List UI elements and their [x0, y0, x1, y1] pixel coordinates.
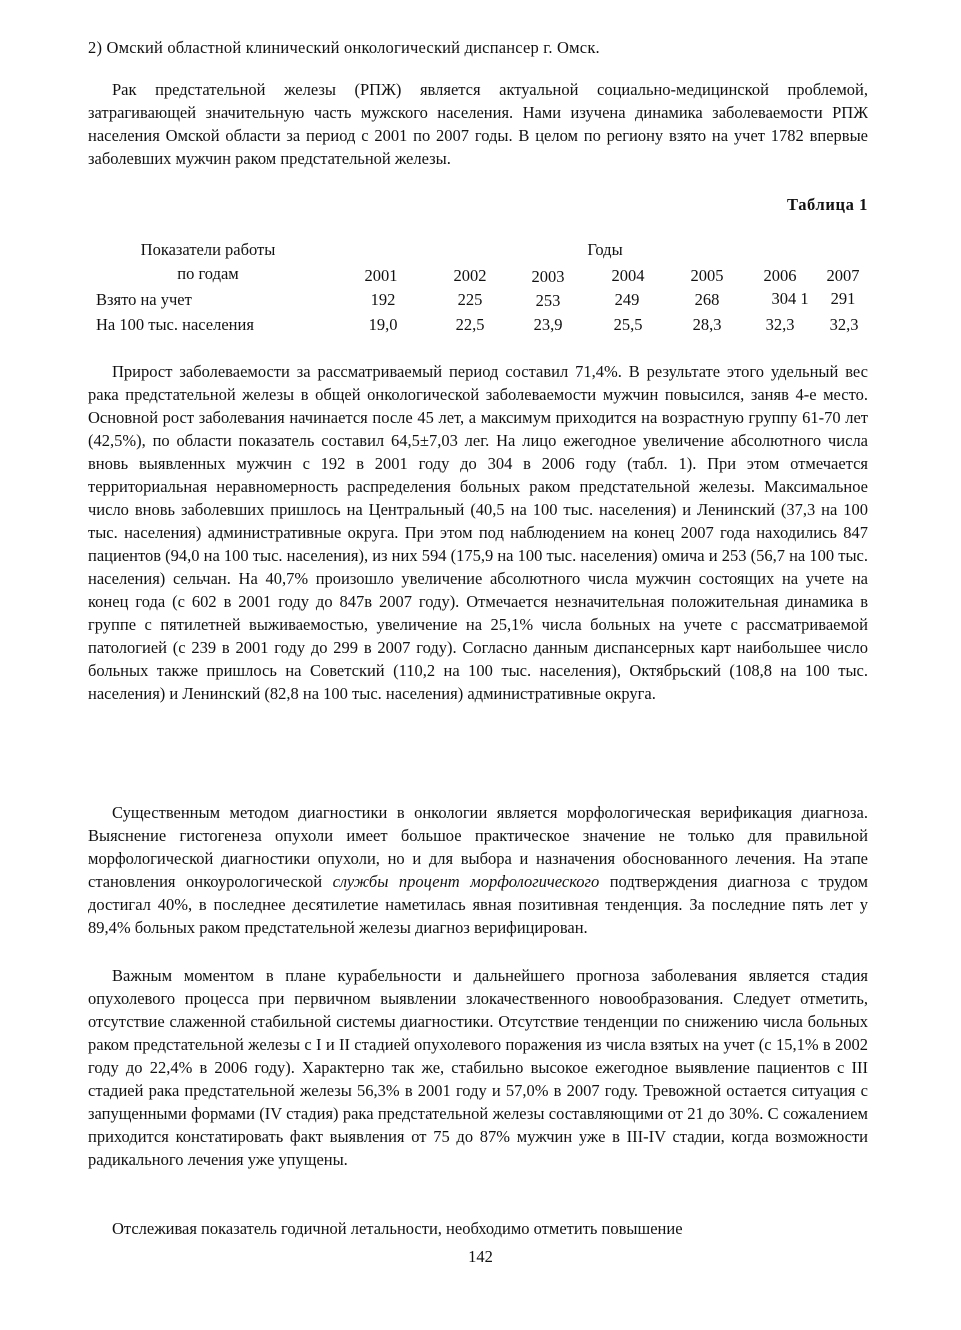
- year-header-2001: 2001: [364, 266, 398, 285]
- verification-text-start: Существенным методом диагностики в онкологии является морфологическая верификация диагноза. Выяснение гистогенеза опухоли имеет большое практическое значение не только для правильной морфологической диагностики опухоли, но и для выбора и назначения обоснованного лечения. На этапе становления онкоурологической: [88, 803, 868, 891]
- table-cell: 28,3: [692, 315, 722, 334]
- table-cell: 249: [614, 290, 640, 309]
- table-cell: 253: [535, 291, 561, 310]
- table-cell: 192: [370, 290, 396, 309]
- table-cell: 268: [694, 290, 720, 309]
- page-number: 142: [468, 1247, 493, 1266]
- table-cell: 25,5: [613, 315, 643, 334]
- table-cell: 32,3: [829, 315, 859, 334]
- mortality-paragraph: Отслеживая показатель годичной летальности, необходимо отметить повышение: [112, 1219, 683, 1238]
- year-header-2007: 2007: [826, 266, 860, 285]
- table-years-label: Годы: [587, 240, 623, 259]
- verification-paragraph: [88, 801, 868, 939]
- year-header-2004: 2004: [611, 266, 645, 285]
- table-cell: 22,5: [455, 315, 485, 334]
- table-cell: 32,3: [765, 315, 795, 334]
- incidence-paragraph: Прирост заболеваемости за рассматриваемый период составил 71,4%. В результате этого удельный вес рака предстательной железы в общей онкологической заболеваемости мужчин повысился, заняв 4-е место. Основной рост заболевания начинается после 45 лет, а максимум приходится на возрастную группу 61-70 лет (42,5%), по области показатель составил 64,5±7,03 лег. На лицо ежегодное увеличение абсолютного числа вновь выявленных мужчин с 192 в 2001 году до 304 в 2006 году (табл. 1). При этом отмечается территориальная неравномерность распределения больных раком предстательной железы. Максимальное число вновь заболевших пришлось на Центральный (40,5 на 100 тыс. населения) и Ленинский (37,3 на 100 тыс. населения) административные округа. При этом под наблюдением на конец 2007 года находились 847 пациентов (94,0 на 100 тыс. населения), из них 594 (175,9 на 100 тыс. населения) омича и 253 (56,7 на 100 тыс. населения) сельчан. На 40,7% произошло увеличение абсолютного числа мужчин состоящих на учете на конец года (с 602 в 2001 году до 847в 2007 году). Отмечается незначительная положительная динамика в группе с пятилетней выживаемостью, увеличение на 25,1% числа больных на учете с рассматриваемой патологией (с 239 в 2001 году до 299 в 2007 году). Согласно данным диспансерных карт наибольшее число больных также пришлось на Советский (110,2 на 100 тыс. населения), Октябрьский (108,8 на 100 тыс. населения) и Ленинский (82,8 на 100 тыс. населения) административные округа.: [88, 362, 868, 703]
- table-header-label: Показатели работы: [140, 240, 276, 259]
- stage-paragraph: Важным моментом в плане курабельности и дальнейшего прогноза заболевания является стадия опухолевого процесса при первичном выявлении злокачественного новообразования. Следует отметить, отсутствие слаженной стабильной системы диагностики. Отсутствие тенденции по снижению числа больных раком предстательной железы с I и II стадией опухолевого поражения из числа взятых на учет (с 15,1% в 2002 году до 22,4% в 2006 году). Характерно так же, стабильно высокое ежегодное выявление пациентов с III стадией рака предстательной железы 56,3% в 2001 году и 57,0% в 2007 году. Тревожной остается ситуация с запущенными формами (IV стадия) рака предстательной железы составляющими от 21 до 30%. С сожалением приходится констатировать факт выявления от 75 до 87% мужчин уже в III-IV стадии, когда возможности радикального лечения уже упущены.: [88, 966, 868, 1169]
- table-caption: Таблица 1: [787, 195, 868, 214]
- intro-paragraph: Рак предстательной железы (РПЖ) является актуальной социально-медицинской проблемой, затрагивающей значительную часть мужского населения. Нами изучена динамика заболеваемости РПЖ населения Омской области за период с 2001 по 2007 годы. В целом по региону взято на учет 1782 впервые заболевших мужчин раком предстательной железы.: [88, 80, 868, 168]
- table-cell: 19,0: [368, 315, 398, 334]
- row-label-registered: Взято на учет: [96, 290, 192, 309]
- table-cell: 304 1: [771, 289, 809, 308]
- table-header-sublabel: по годам: [177, 264, 239, 283]
- affiliation-line: 2) Омский областной клинический онкологический диспансер г. Омск.: [88, 38, 600, 57]
- data-table: [0, 238, 961, 338]
- table-cell: 23,9: [533, 315, 563, 334]
- year-header-2005: 2005: [690, 266, 724, 285]
- table-cell: 225: [457, 290, 483, 309]
- row-label-per-100k: На 100 тыс. населения: [96, 315, 254, 334]
- year-header-2002: 2002: [453, 266, 487, 285]
- verification-text-end: подтверждения диагноза с трудом достигал 40%, в последнее десятилетие наметилась явная позитивная тенденция. За последние пять лет у 89,4% больных раком предстательной железы диагноз верифицирован.: [88, 872, 868, 937]
- year-header-2006: 2006: [763, 266, 797, 285]
- year-header-2003: 2003: [531, 267, 565, 286]
- verification-italic-text: службы процент морфологического: [332, 872, 600, 891]
- table-cell: 291: [830, 289, 856, 308]
